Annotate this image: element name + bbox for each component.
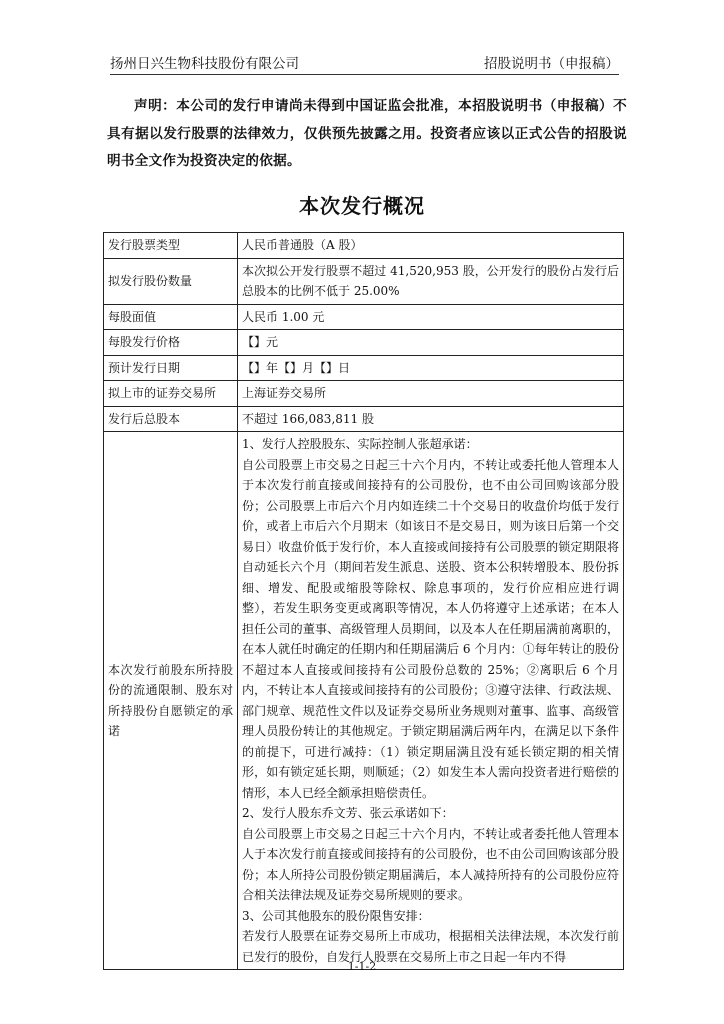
table-row — [104, 330, 624, 356]
commitment-heading-controller: 1、发行人控股股东、实际控制人张超承诺： — [242, 437, 478, 451]
row-value-stock-type: 人民币普通股（A 股） — [238, 233, 624, 259]
commitment-text-controller: 自公司股票上市交易之日起三十六个月内，不转让或委托他人管理本人于本次发行前直接或间接持有的公司股份，也不由公司回购该部分股份；公司股票上市后六个月内如连续二十个交易日的收盘价均低于发行价，或者上市后六个月期末（如该日不是交易日，则为该日后第一个交易日）收盘价低于发行价，本人直接或间接持有公司股票的锁定期限将自动延长六个月（期间若发生派息、送股、资本公积转增股本、股份拆细、增发、配股或缩股等除权、除息事项的，发行价应相应进行调整），若发生职务变更或离职等情况，本人仍将遵守上述承诺；在本人担任公司的董事、高级管理人员期间，以及本人在任期届满前离职的，在本人就任时确定的任期内和任期届满后 6 个月内：①每年转让的股份不超过本人直接或间接持有公司股份总数的 25%；②离职后 6 个月内，不转让本人直接或间接持有的公司股份；③遵守法律、行政法规、部门规章、规范性文件以及证券交易所业务规则对董事、监事、高级管理人员股份转让的其他规定。于锁定期届满后两年内，在满足以下条件的前提下，可进行减持：（1）锁定期届满且没有延长锁定期的相关情形，如有锁定延长期，则顺延；（2）如发生本人需向投资者进行赔偿的情形，本人已经全额承担赔偿责任。 — [242, 457, 619, 800]
table-row — [104, 258, 624, 304]
row-value-exchange: 上海证券交易所 — [238, 381, 624, 407]
row-label-lockup-commitment: 本次发行前股东所持股份的流通限制、股东对所持股份自愿锁定的承诺 — [104, 432, 238, 970]
row-label-exchange: 拟上市的证券交易所 — [104, 381, 238, 407]
page-number: 1-1-2 — [347, 960, 377, 973]
header-document-type: 招股说明书（申报稿） — [484, 56, 619, 72]
disclaimer-statement: 声明：本公司的发行申请尚未得到中国证监会批准，本招股说明书（申报稿）不具有据以发行股票的法律效力，仅供预先披露之用。投资者应该以正式公告的招股说明书全文作为投资决定的依据。 — [107, 98, 627, 169]
page-header — [110, 50, 619, 75]
header-company-name: 扬州日兴生物科技股份有限公司 — [110, 56, 299, 72]
row-label-issue-date: 预计发行日期 — [104, 355, 238, 381]
row-label-par-value: 每股面值 — [104, 304, 238, 330]
section-title: 本次发行概况 — [299, 194, 425, 218]
row-value-issue-price: 【】元 — [238, 330, 624, 356]
row-value-issue-quantity: 本次拟公开发行股票不超过 41,520,953 股，公开发行的股份占发行后总股本的比例不低于 25.00% — [238, 258, 624, 304]
row-value-lockup-commitment — [238, 432, 624, 970]
table-row — [104, 406, 624, 432]
row-label-issue-price: 每股发行价格 — [104, 330, 238, 356]
offering-summary-table — [103, 232, 624, 970]
commitment-text-shareholders: 自公司股票上市交易之日起三十六个月内，不转让或者委托他人管理本人于本次发行前直接或间接持有的公司股份，也不由公司回购该部分股份；本人所持公司股份锁定期届满后，本人减持所持有的公司股份应符合相关法律法规及证券交易所规则的要求。 — [242, 826, 619, 902]
table-row — [104, 355, 624, 381]
row-label-issue-quantity: 拟发行股份数量 — [104, 258, 238, 304]
table-row — [104, 381, 624, 407]
row-value-total-shares: 不超过 166,083,811 股 — [238, 406, 624, 432]
row-label-total-shares: 发行后总股本 — [104, 406, 238, 432]
row-value-par-value: 人民币 1.00 元 — [238, 304, 624, 330]
row-value-issue-date: 【】年【】月【】日 — [238, 355, 624, 381]
commitment-text-others: 若发行人股票在证券交易所上市成功，根据相关法律法规，本次发行前已发行的股份，自发行人股票在交易所上市之日起一年内不得 — [242, 929, 619, 964]
commitment-heading-others: 3、公司其他股东的股份限售安排： — [242, 908, 430, 923]
row-label-stock-type: 发行股票类型 — [104, 233, 238, 259]
table-row — [104, 233, 624, 259]
table-row — [104, 432, 624, 970]
commitment-heading-shareholders: 2、发行人股东乔文芳、张云承诺如下： — [242, 806, 454, 820]
table-row — [104, 304, 624, 330]
